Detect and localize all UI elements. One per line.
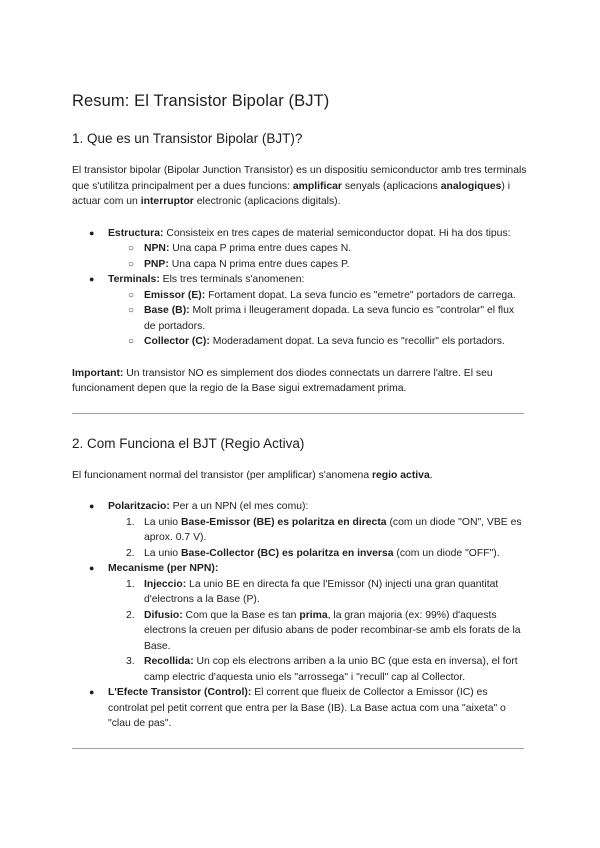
item-text: Molt prima i lleugerament dopada. La seva funcio es "controlar" el flux de portadors.	[144, 305, 515, 332]
list-item-polaritzacio	[89, 499, 528, 561]
bullet-icon: ●	[89, 687, 95, 697]
list-item-bc	[126, 546, 528, 562]
item-text: Un cop els electrons arriben a la unio BC (que esta en inversa), el fort camp electric d'aquesta unio els "arrossega" i "recull" cap al Collector.	[144, 656, 518, 683]
item-bold: Base-Collector (BC) es polaritza en inversa	[180, 547, 394, 559]
item-label: Difusio:	[144, 609, 183, 621]
section-2-list	[89, 499, 528, 732]
hollow-bullet-icon: ○	[128, 258, 135, 270]
item-text: (com un diode "ON", VBE es aprox. 0.7 V).	[144, 516, 522, 543]
item-text: El corrent que flueix de Collector a Emissor (IC) es controlat pel petit corrent que entra per la Base (IB). La Base actua com una "aixeta" o "clau de pas".	[108, 687, 506, 729]
item-number: 1.	[126, 516, 135, 528]
sublist-mecanisme	[126, 577, 528, 686]
intro-bold-regio-activa: regio activa	[371, 469, 430, 481]
item-label: Terminals:	[108, 274, 160, 285]
section-divider	[72, 748, 524, 749]
item-text: La unio BE en directa fa que l'Emissor (N) injecti una gran quantitat d'electrons a la Base (P).	[144, 578, 499, 605]
important-text: Un transistor NO es simplement dos diodes connectats un darrere l'altre. El seu funcionament depen que la regio de la Base sigui extremadament prima.	[72, 367, 493, 394]
hollow-bullet-icon: ○	[128, 336, 135, 347]
intro-text: .	[429, 469, 433, 481]
document-content	[72, 92, 528, 771]
section-1-intro	[72, 163, 528, 210]
sublist-types	[128, 241, 528, 272]
intro-bold-amplificar: amplificar	[292, 180, 342, 192]
list-item-efecte	[89, 685, 528, 732]
section-2-heading: 2. Com Funciona el BJT (Regio Activa)	[72, 435, 305, 451]
hollow-bullet-icon: ○	[128, 243, 135, 254]
item-label: L'Efecte Transistor (Control):	[108, 687, 252, 698]
item-text: Els tres terminals s'anomenen:	[159, 274, 305, 285]
list-item-pnp	[128, 257, 528, 273]
item-text: (com un diode "OFF").	[393, 547, 500, 559]
intro-text: ) i actuar com un	[72, 180, 511, 207]
list-item-emissor	[128, 288, 528, 304]
hollow-bullet-icon: ○	[128, 289, 135, 301]
item-number: 2.	[126, 547, 135, 559]
bullet-icon: ●	[89, 563, 95, 573]
list-item-recollida	[126, 654, 528, 685]
page-title: Resum: El Transistor Bipolar (BJT)	[72, 92, 330, 110]
intro-bold-analogiques: analogiques	[440, 180, 502, 192]
bullet-icon: ●	[89, 274, 95, 284]
section-1-list	[89, 226, 528, 350]
list-item-npn	[128, 241, 528, 257]
item-text: Moderadament dopat. La seva funcio es "recollir" els portadors.	[209, 336, 505, 347]
item-text: Fortament dopat. La seva funcio es "emetre" portadors de carrega.	[205, 289, 516, 301]
sublist-terminals	[128, 288, 528, 350]
list-item-base	[128, 303, 528, 334]
item-text: Una capa P prima entre dues capes N.	[169, 243, 352, 254]
item-label: Base (B):	[144, 305, 190, 316]
sublist-polaritzacio	[126, 515, 528, 562]
section-2-intro	[72, 468, 528, 484]
item-text: , la gran majoria (ex: 99%) d'aquests electrons la creuen per difusio abans de poder recombinar-se amb els forats de la Base.	[144, 609, 521, 652]
item-text: Una capa N prima entre dues capes P.	[168, 258, 350, 270]
bullet-icon: ●	[89, 501, 95, 511]
intro-bold-interruptor: interruptor	[140, 196, 194, 207]
section-1-heading: 1. Que es un Transistor Bipolar (BJT)?	[72, 131, 303, 146]
item-text: Per a un NPN (el mes comu):	[169, 501, 309, 512]
important-note	[72, 366, 528, 397]
section-divider	[72, 413, 524, 414]
item-text: La unio	[144, 547, 181, 559]
list-item-collector	[128, 334, 528, 350]
intro-text: El transistor bipolar (Bipolar Junction Transistor) es un dispositiu semiconductor amb tres terminals que s'utilitza principalment per a dues funcions:	[72, 165, 527, 192]
item-label: PNP:	[144, 258, 169, 270]
bullet-icon: ●	[89, 227, 95, 238]
item-number: 3.	[126, 656, 135, 667]
item-label: Collector (C):	[144, 336, 210, 347]
item-number: 1.	[126, 578, 135, 590]
item-label: Emissor (E):	[144, 289, 206, 301]
list-item-mecanisme	[89, 561, 528, 685]
item-number: 2.	[126, 609, 135, 621]
list-item-be	[126, 515, 528, 546]
hollow-bullet-icon: ○	[128, 305, 135, 316]
list-item-terminals	[89, 272, 528, 350]
item-text: Consisteix en tres capes de material semiconductor dopat. Hi ha dos tipus:	[163, 227, 511, 239]
intro-text: senyals (aplicacions	[341, 180, 441, 192]
item-label: Recollida:	[144, 656, 194, 667]
intro-text: El funcionament normal del transistor (per amplificar) s'anomena	[72, 469, 372, 481]
item-label: Injeccio:	[144, 578, 187, 590]
intro-text: electronic (aplicacions digitals).	[193, 196, 341, 207]
item-text: Com que la Base es tan	[182, 609, 300, 621]
item-bold: prima	[299, 609, 328, 621]
item-label: Mecanisme (per NPN):	[108, 563, 219, 574]
important-label: Important:	[72, 367, 124, 379]
list-item-estructura	[89, 226, 528, 273]
list-item-injeccio	[126, 577, 528, 608]
item-label: Polaritzacio:	[108, 501, 170, 512]
item-bold: Base-Emissor (BE) es polaritza en directa	[180, 516, 387, 528]
item-label: NPN:	[144, 243, 170, 254]
item-label: Estructura:	[108, 227, 164, 239]
item-text: La unio	[144, 516, 181, 528]
list-item-difusio	[126, 608, 528, 655]
